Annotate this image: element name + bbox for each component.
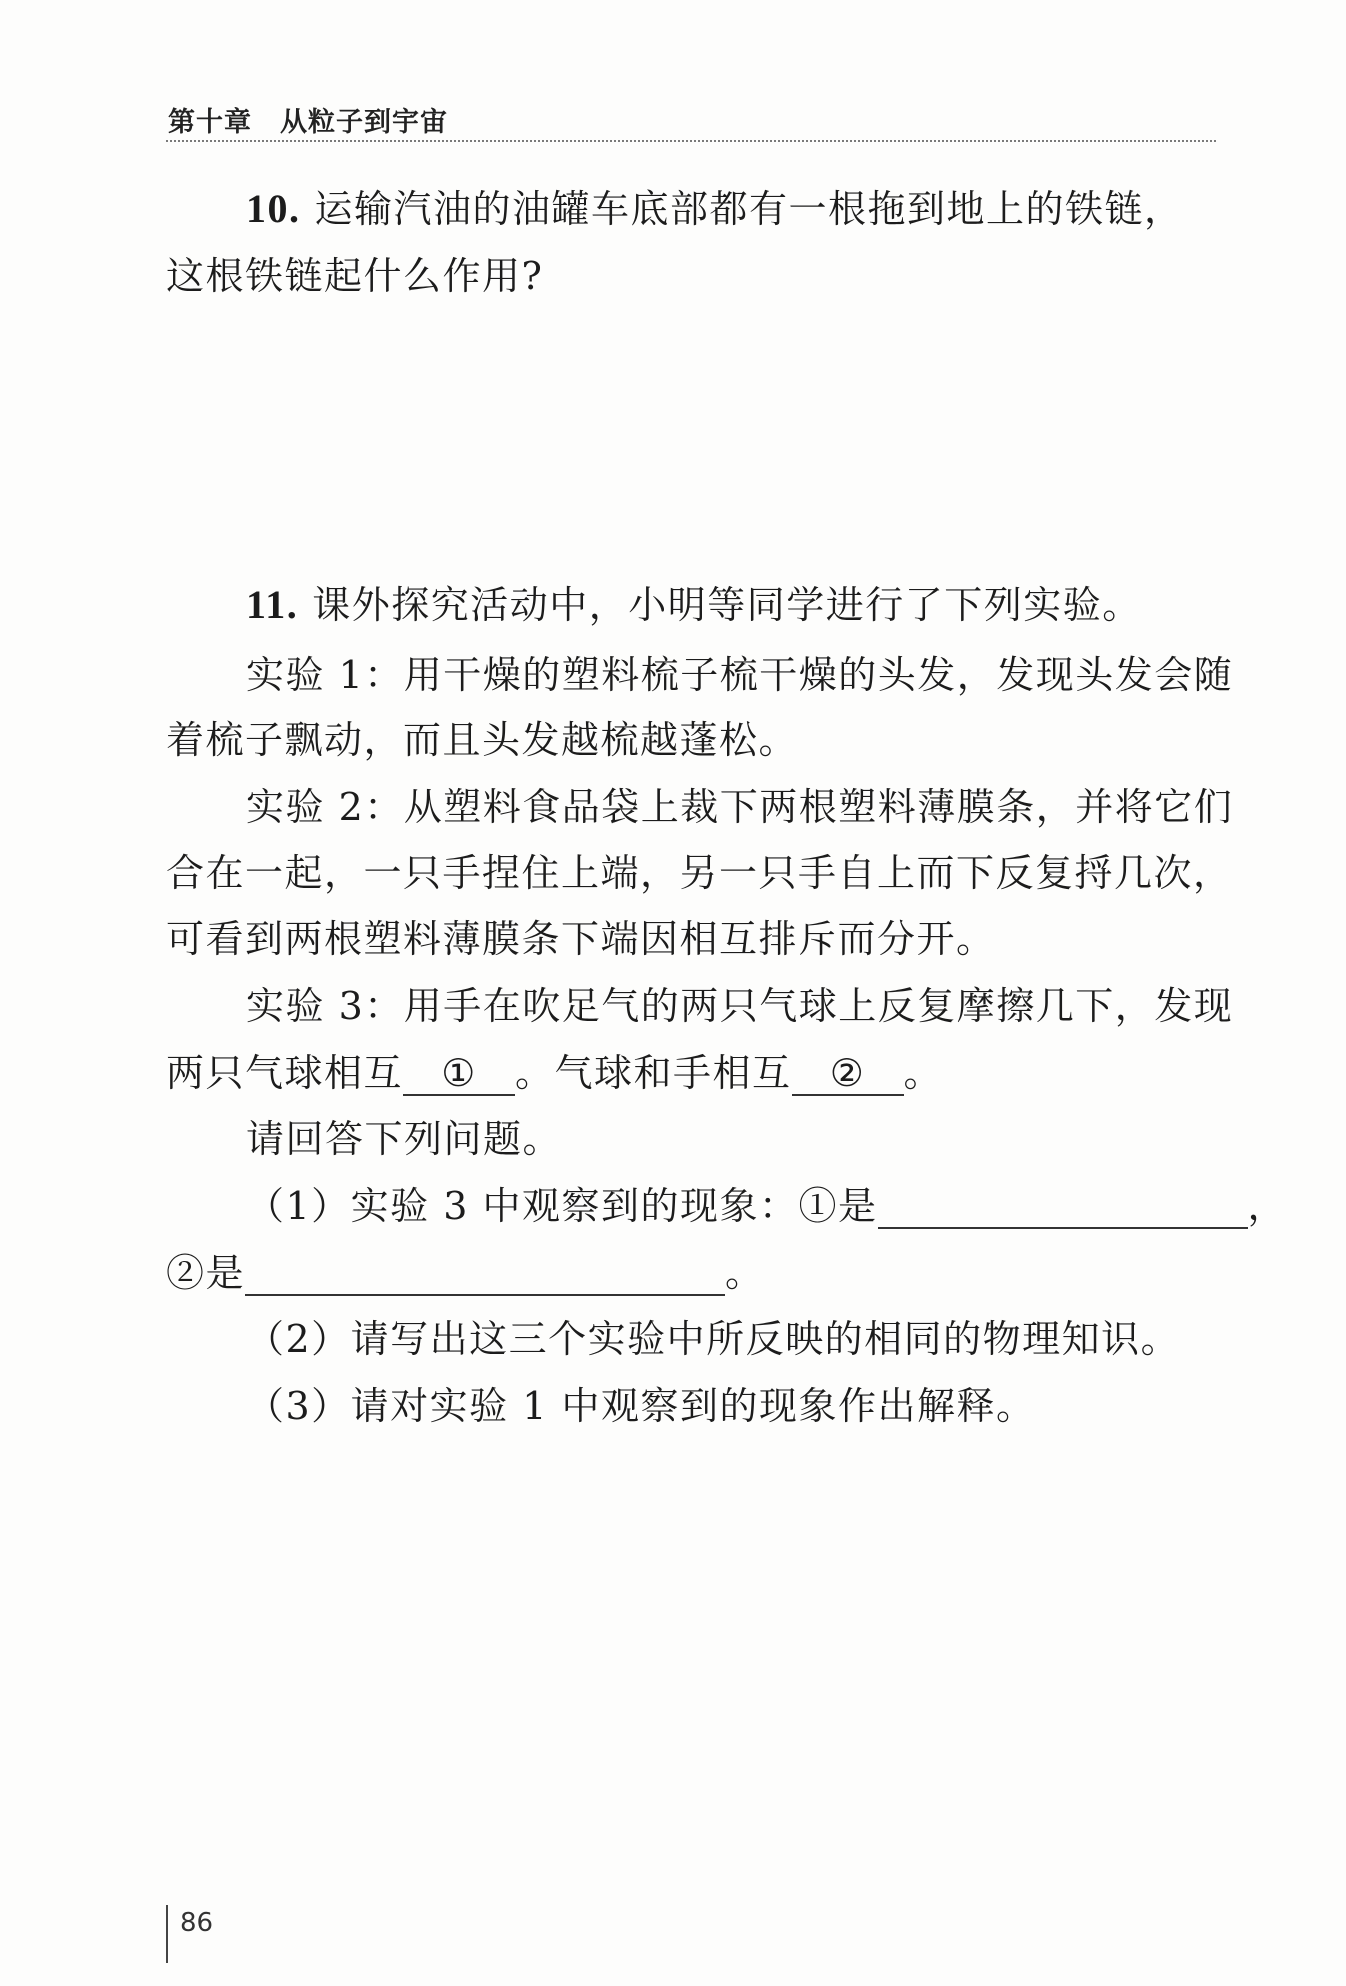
- experiment-3-line-2: [166, 1050, 943, 1096]
- answer-blank-1[interactable]: [878, 1183, 1248, 1229]
- sub-question-1-text-2: ②是: [166, 1251, 246, 1295]
- footer-divider: [166, 1905, 168, 1963]
- sub-question-1-period: 。: [725, 1251, 765, 1295]
- question-10-number: 10.: [246, 186, 301, 231]
- sub-question-1-line-1: [246, 1183, 1287, 1229]
- answer-prompt: 请回答下列问题。: [246, 1117, 563, 1161]
- question-10-line-2: 这根铁链起什么作用?: [166, 254, 544, 298]
- experiment-2-line-3: 可看到两根塑料薄膜条下端因相互排斥而分开。: [166, 917, 996, 961]
- answer-blank-2[interactable]: [245, 1250, 725, 1296]
- question-10-text-1: 运输汽油的油罐车底部都有一根拖到地上的铁链，: [314, 187, 1184, 231]
- experiment-2-line-1: 实验 2：从塑料食品袋上裁下两根塑料薄膜条，并将它们: [246, 785, 1234, 829]
- sub-question-1-comma: ，: [1247, 1184, 1288, 1228]
- experiment-3-line-1: 实验 3：用手在吹足气的两只气球上反复摩擦几下，发现: [246, 984, 1234, 1028]
- experiment-3-text-b: 。气球和手相互: [515, 1051, 792, 1095]
- experiment-2-line-2: 合在一起，一只手捏住上端，另一只手自上而下反复捋几次，: [166, 851, 1233, 895]
- experiment-1-line-2: 着梳子飘动，而且头发越梳越蓬松。: [166, 718, 799, 762]
- question-11-intro: [246, 582, 1142, 628]
- sub-question-1-text: （1）实验 3 中观察到的现象：①是: [246, 1184, 878, 1228]
- sub-question-3: （3）请对实验 1 中观察到的现象作出解释。: [246, 1384, 1036, 1428]
- sub-question-1-line-2: [166, 1250, 765, 1296]
- experiment-1-line-1: 实验 1：用干燥的塑料梳子梳干燥的头发，发现头发会随: [246, 653, 1234, 697]
- question-11-number: 11.: [246, 582, 299, 627]
- experiment-3-text-c: 。: [903, 1051, 944, 1095]
- page-number: 86: [180, 1908, 214, 1938]
- sub-question-2: （2）请写出这三个实验中所反映的相同的物理知识。: [246, 1317, 1181, 1361]
- chapter-header: [166, 96, 1216, 142]
- blank-2[interactable]: ②: [792, 1050, 904, 1096]
- blank-1[interactable]: ①: [403, 1050, 515, 1096]
- question-11-intro-text: 课外探究活动中，小明等同学进行了下列实验。: [312, 583, 1142, 627]
- chapter-title: 第十章 从粒子到宇宙: [168, 107, 448, 138]
- experiment-3-text-a: 两只气球相互: [166, 1051, 404, 1095]
- question-10-line-1: [246, 186, 1184, 232]
